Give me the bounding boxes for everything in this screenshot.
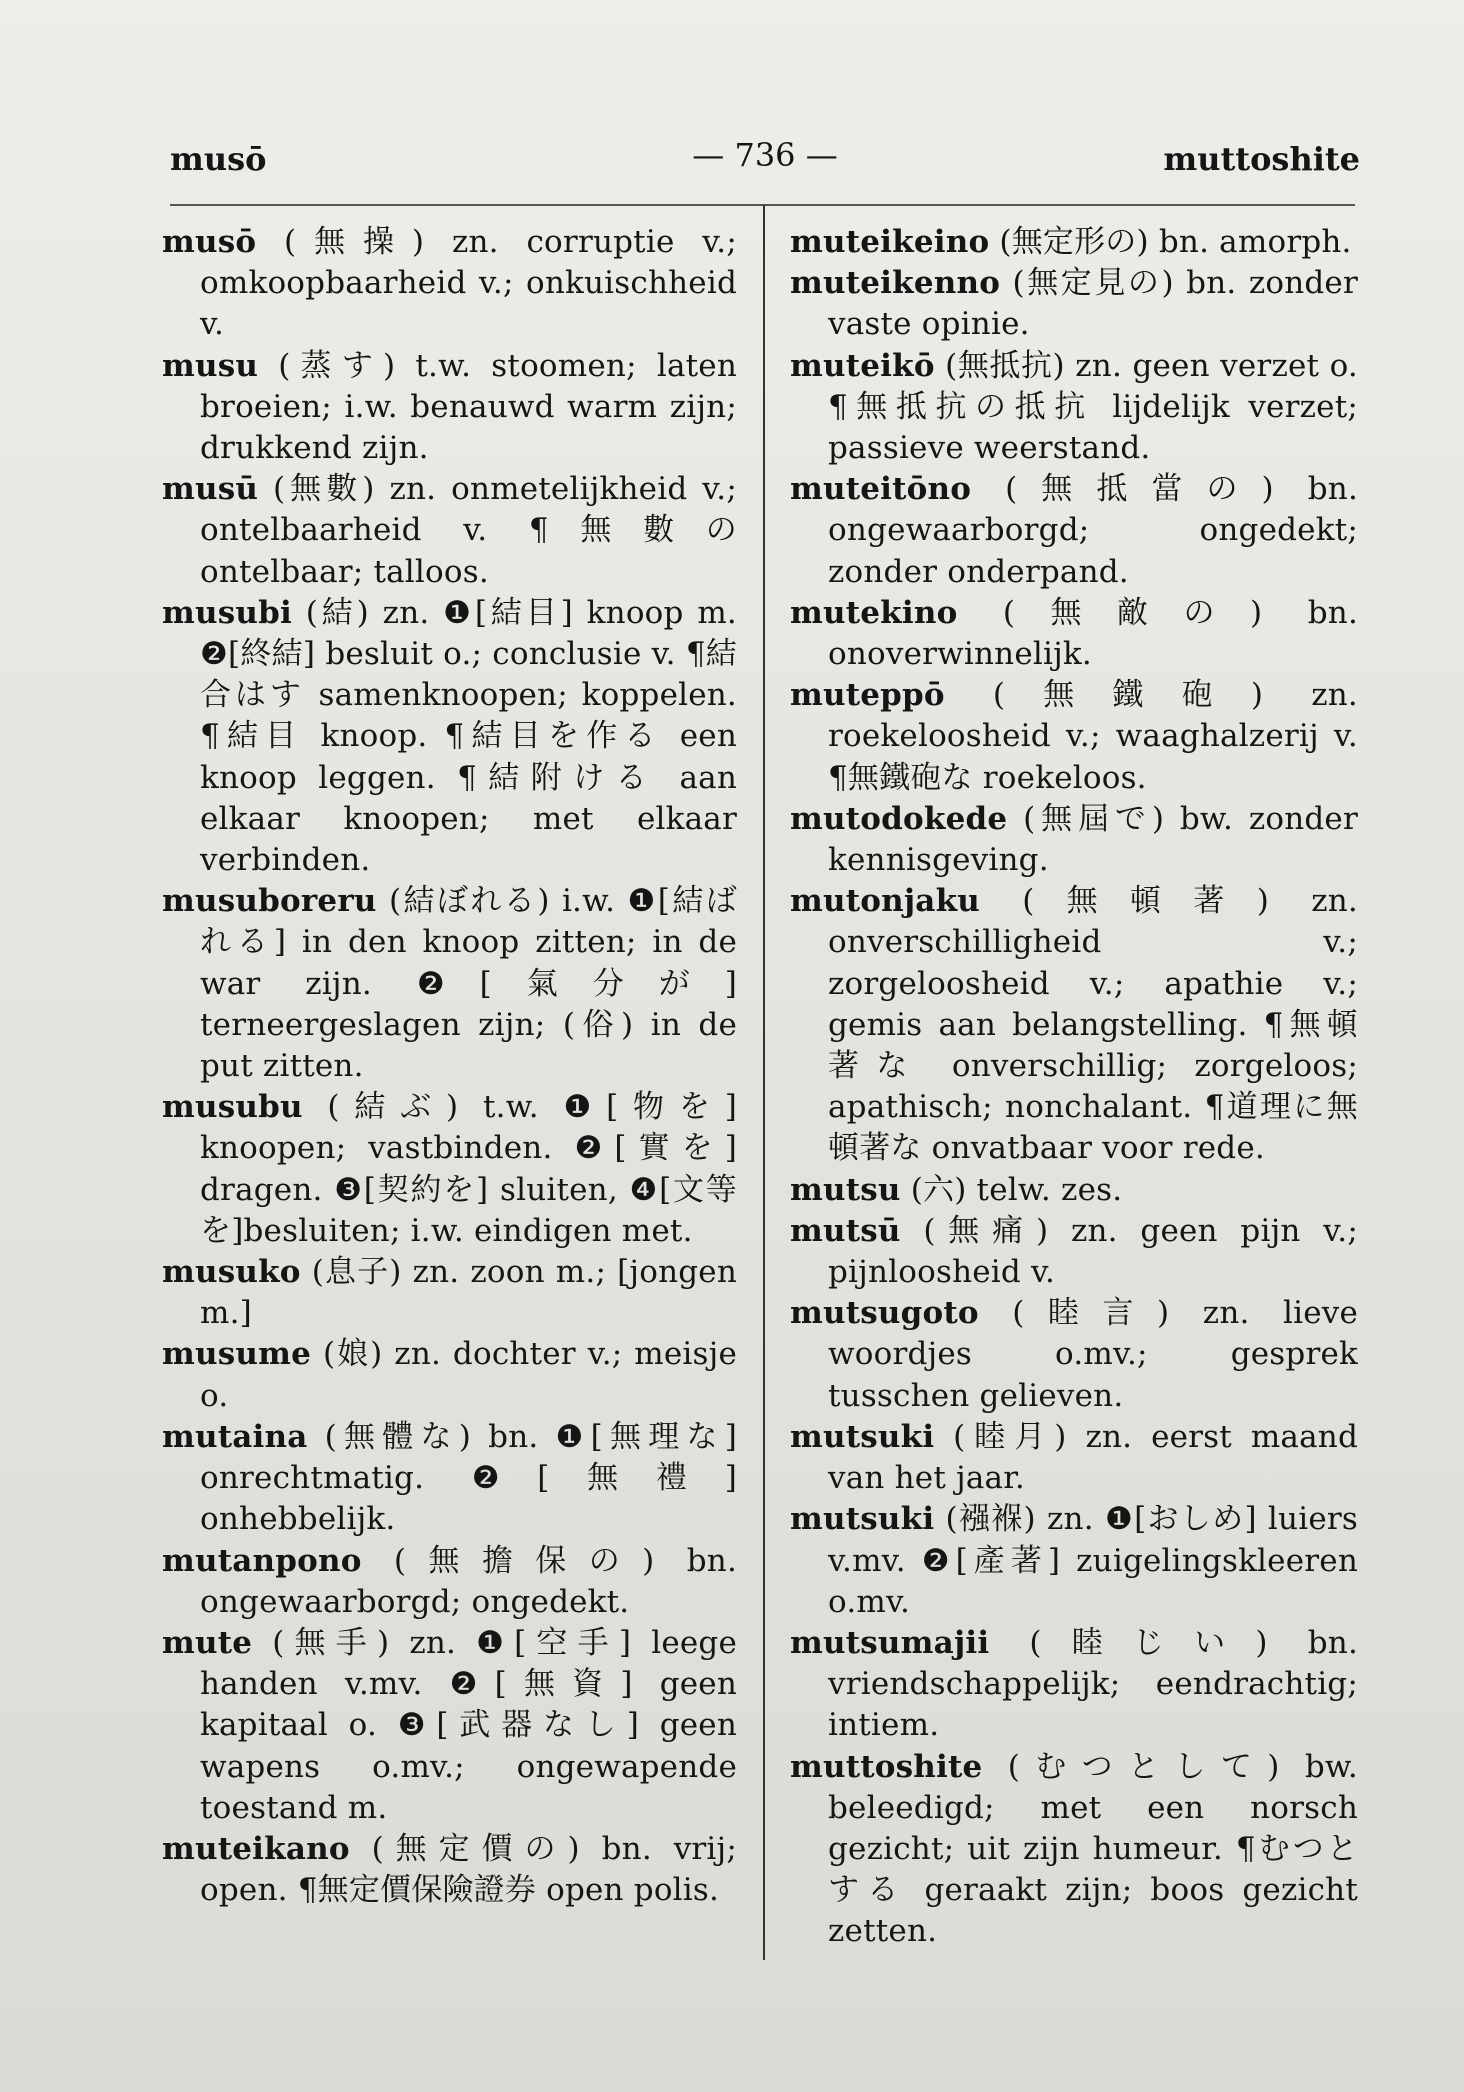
left-column bbox=[162, 222, 737, 1911]
entry-definition: (息子) zn. zoon m.; [jongen m.] bbox=[200, 1254, 737, 1332]
entry-definition: (むつとして) bw. beleedigd; met een norsch gezicht; uit zijn humeur. ¶むつとする geraakt zijn; boos gezicht zetten. bbox=[828, 1748, 1358, 1950]
dictionary-entry bbox=[162, 346, 737, 470]
entry-headword: mutsumajii bbox=[790, 1624, 990, 1661]
dictionary-entry bbox=[790, 1499, 1358, 1623]
entry-headword: muteikano bbox=[162, 1830, 350, 1867]
entry-headword: mutodokede bbox=[790, 800, 1008, 837]
entry-headword: muteitōno bbox=[790, 471, 972, 508]
entry-definition: (無擔保の) bn. ongewaarborgd; ongedekt. bbox=[200, 1542, 737, 1620]
entry-definition: (睦言) zn. lieve woordjes o.mv.; gesprek tusschen gelieven. bbox=[828, 1295, 1358, 1414]
dictionary-entry bbox=[790, 263, 1358, 345]
entry-definition: (娘) zn. dochter v.; meisje o. bbox=[200, 1336, 737, 1414]
dictionary-entry bbox=[162, 1087, 737, 1252]
dictionary-entry bbox=[162, 469, 737, 593]
entry-headword: mutonjaku bbox=[790, 883, 980, 920]
entry-headword: musubu bbox=[162, 1089, 303, 1126]
page-header bbox=[170, 136, 1360, 190]
entry-headword: muteppō bbox=[790, 677, 945, 714]
entry-headword: muteikō bbox=[790, 347, 935, 384]
dictionary-entry bbox=[790, 1417, 1358, 1499]
dictionary-entry bbox=[790, 799, 1358, 881]
entry-headword: musū bbox=[162, 471, 259, 508]
dictionary-entry bbox=[162, 881, 737, 1087]
entry-headword: mutaina bbox=[162, 1418, 308, 1455]
right-column bbox=[790, 222, 1358, 1953]
entry-headword: musō bbox=[162, 224, 257, 260]
page-number: — 736 — bbox=[692, 136, 838, 174]
entry-definition: (無操) zn. corruptie v.; omkoopbaarheid v.; onkuischheid v. bbox=[200, 224, 737, 343]
entry-definition: (結) zn. ❶[結目] knoop m. ❷[終結] besluit o.; conclusie v. ¶結合はす samenknoopen; koppelen. ¶結目 knoop. ¶結目を作る een knoop leggen. ¶結附ける aan elkaar knoopen; met elkaar verbinden. bbox=[200, 594, 737, 879]
dictionary-entry bbox=[790, 222, 1358, 263]
dictionary-entry bbox=[790, 593, 1358, 675]
entry-headword: muteikenno bbox=[790, 265, 1001, 302]
entry-headword: musu bbox=[162, 347, 259, 384]
entry-definition: (無定形の) bn. amorph. bbox=[989, 224, 1352, 260]
dictionary-entry bbox=[162, 1252, 737, 1334]
dictionary-entry bbox=[790, 1170, 1358, 1211]
entry-definition: (睦月) zn. eerst maand van het jaar. bbox=[828, 1418, 1358, 1497]
entry-definition: (無定價の) bn. vrij; open. ¶無定價保險證券 open polis. bbox=[200, 1830, 737, 1909]
dictionary-entry bbox=[790, 675, 1358, 799]
dictionary-entry bbox=[790, 1293, 1358, 1417]
column-divider bbox=[763, 205, 765, 1960]
dictionary-entry bbox=[162, 593, 737, 881]
entry-definition: (無屆で) bw. zonder kennisgeving. bbox=[828, 800, 1358, 879]
entry-definition: (睦じい) bn. vriendschappelijk; eendrachtig; intiem. bbox=[828, 1624, 1358, 1744]
entry-definition: (無手) zn. ❶[空手] leege handen v.mv. ❷[無資] geen kapitaal o. ❸[武器なし] geen wapens o.mv.; ongewapende toestand m. bbox=[200, 1624, 737, 1826]
entry-headword: mutsugoto bbox=[790, 1295, 979, 1332]
entry-definition: (無敵の) bn. onoverwinnelijk. bbox=[828, 594, 1358, 673]
entry-headword: mutsū bbox=[790, 1212, 901, 1249]
entry-definition: (結ぼれる) i.w. ❶[結ばれる] in den knoop zitten; in de war zijn. ❷[氣分が] terneergeslagen zijn; (俗) in de put zitten. bbox=[200, 883, 737, 1085]
dictionary-entry bbox=[790, 1747, 1358, 1953]
entry-definition: (無體な) bn. ❶[無理な] onrechtmatig. ❷[無禮] onhebbelijk. bbox=[200, 1418, 737, 1538]
entry-definition: (無痛) zn. geen pijn v.; pijnloosheid v. bbox=[828, 1212, 1358, 1291]
entry-headword: mutanpono bbox=[162, 1542, 362, 1579]
entry-definition: (無抵當の) bn. ongewaarborgd; ongedekt; zonder onderpand. bbox=[828, 471, 1358, 590]
dictionary-entry bbox=[162, 1541, 737, 1623]
entry-headword: mutsu bbox=[790, 1171, 901, 1208]
entry-definition: (無鐵砲) zn. roekeloosheid v.; waaghalzerij v. ¶無鐵砲な roekeloos. bbox=[828, 677, 1358, 796]
entry-definition: (無數) zn. onmetelijkheid v.; ontelbaarheid v. ¶無數の ontelbaar; talloos. bbox=[200, 471, 737, 590]
dictionary-entry bbox=[162, 222, 737, 346]
entry-definition: (結ぶ) t.w. ❶[物を] knoopen; vastbinden. ❷[實を] dragen. ❸[契約を] sluiten, ❹[文等を]besluiten; i.w. eindigen met. bbox=[200, 1089, 737, 1249]
entry-headword: musume bbox=[162, 1336, 312, 1373]
entry-definition: (無抵抗) zn. geen verzet o. ¶無抵抗の抵抗 lijdelijk verzet; passieve weerstand. bbox=[828, 347, 1358, 467]
dictionary-entry bbox=[790, 881, 1358, 1169]
dictionary-entry bbox=[790, 469, 1358, 593]
entry-headword: mutsuki bbox=[790, 1501, 935, 1538]
entry-headword: muteikeino bbox=[790, 224, 990, 260]
dictionary-entry bbox=[162, 1623, 737, 1829]
dictionary-entry bbox=[162, 1334, 737, 1416]
entry-headword: musuboreru bbox=[162, 883, 377, 920]
entry-definition: (六) telw. zes. bbox=[900, 1171, 1123, 1208]
entry-headword: mute bbox=[162, 1624, 253, 1661]
entry-definition: (無定見の) bn. zonder vaste opinie. bbox=[828, 265, 1358, 343]
entry-definition: (無頓著) zn. onverschilligheid v.; zorgeloosheid v.; apathie v.; gemis aan belangstelling. ¶無頓著な onverschillig; zorgeloos; apathisch; nonchalant. ¶道理に無頓著な onvatbaar voor rede. bbox=[828, 883, 1358, 1167]
entry-headword: musuko bbox=[162, 1254, 301, 1291]
dictionary-entry bbox=[162, 1829, 737, 1911]
entry-headword: mutekino bbox=[790, 594, 958, 631]
running-head-right: muttoshite bbox=[1163, 140, 1360, 178]
entry-definition: (襁褓) zn. ❶[おしめ] luiers v.mv. ❷[產著] zuigelingskleeren o.mv. bbox=[828, 1501, 1358, 1620]
dictionary-entry bbox=[162, 1417, 737, 1541]
dictionary-entry bbox=[790, 1623, 1358, 1747]
entry-headword: muttoshite bbox=[790, 1748, 983, 1785]
dictionary-entry bbox=[790, 346, 1358, 470]
entry-definition: (蒸す) t.w. stoomen; laten broeien; i.w. benauwd warm zijn; drukkend zijn. bbox=[200, 347, 737, 467]
running-head-left: musō bbox=[170, 140, 267, 178]
dictionary-entry bbox=[790, 1211, 1358, 1293]
entry-headword: musubi bbox=[162, 594, 292, 631]
entry-headword: mutsuki bbox=[790, 1418, 935, 1455]
